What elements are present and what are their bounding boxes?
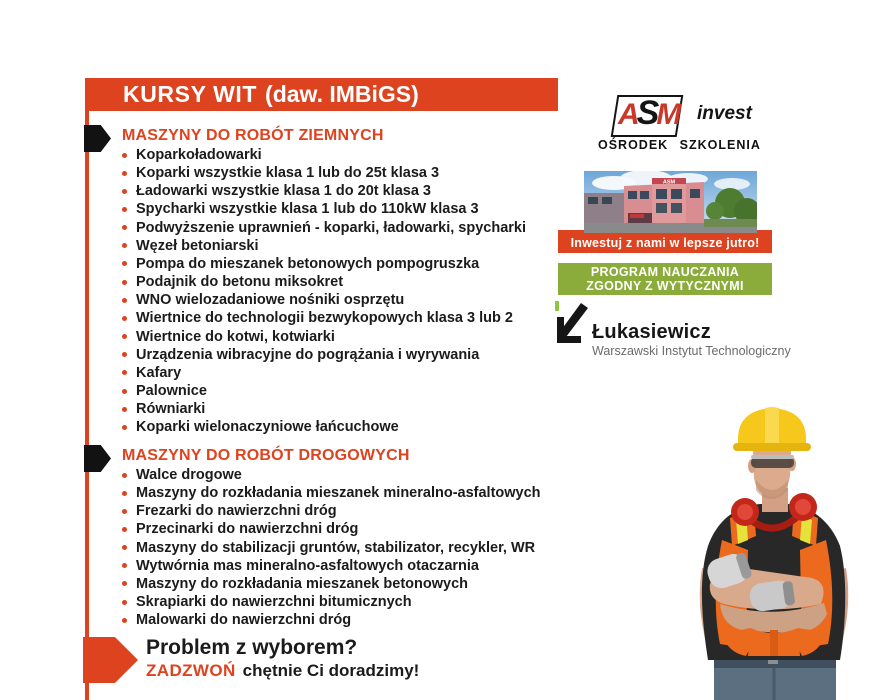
asm-logo-letters	[618, 94, 681, 133]
bullet-icon	[122, 407, 127, 412]
bullet-icon	[122, 352, 127, 357]
bullet-icon	[122, 618, 127, 623]
bullet-icon	[122, 298, 127, 303]
list-item	[120, 182, 590, 200]
building-photo-illustration	[584, 171, 757, 233]
list-item-label: Podajnik do betonu miksokret	[136, 274, 344, 291]
roadworks-course-list	[120, 466, 590, 629]
list-item	[120, 328, 590, 346]
bullet-icon	[122, 509, 127, 514]
list-item-label: Frezarki do nawierzchni dróg	[136, 503, 337, 520]
list-item	[120, 539, 590, 557]
list-item	[120, 309, 590, 327]
list-item-label: Urządzenia wibracyjne do pogrążania i wyrywania	[136, 346, 480, 363]
section-heading-earthworks: MASZYNY DO ROBÓT ZIEMNYCH	[122, 127, 384, 144]
list-item	[120, 520, 590, 538]
building-photo	[584, 171, 757, 233]
page-title: KURSY WIT	[123, 81, 258, 107]
asm-letter-a: A	[618, 98, 640, 131]
program-banner-line1: PROGRAM NAUCZANIA	[590, 265, 740, 279]
list-item	[120, 502, 590, 520]
list-item-label: Maszyny do stabilizacji gruntów, stabilizator, recykler, WR	[136, 539, 536, 556]
list-item	[120, 164, 590, 182]
list-item-label: Walce drogowe	[136, 467, 242, 483]
list-item	[120, 418, 590, 436]
list-item	[120, 200, 590, 218]
list-item-label: Koparki wszystkie klasa 1 lub do 25t klasa 3	[136, 165, 440, 182]
list-item	[120, 255, 590, 273]
list-item-label: Maszyny do rozkładania mieszanek mineralno-asfaltowych	[136, 485, 541, 502]
cta-call-label: ZADZWOŃ	[146, 661, 236, 680]
cta-arrow-icon	[83, 637, 138, 683]
section-arrow-icon	[84, 125, 111, 152]
lukasiewicz-subtitle: Warszawski Instytut Technologiczny	[592, 344, 791, 358]
list-item	[120, 611, 590, 629]
list-item	[120, 273, 590, 291]
list-item-label: Malowarki do nawierzchni dróg	[136, 612, 352, 629]
bullet-icon	[122, 389, 127, 394]
page-title-suffix: (daw. IMBiGS)	[265, 81, 419, 107]
bullet-icon	[122, 600, 127, 605]
asm-letter-s: S	[636, 94, 660, 132]
list-item-label: Maszyny do rozkładania mieszanek betonowych	[136, 575, 468, 592]
list-item	[120, 400, 590, 418]
bullet-icon	[122, 491, 127, 496]
worker-photo	[650, 400, 871, 700]
section-heading-roadworks: MASZYNY DO ROBÓT DROGOWYCH	[122, 447, 410, 464]
list-item	[120, 466, 590, 484]
list-item	[120, 346, 590, 364]
bullet-icon	[122, 316, 127, 321]
asm-invest-logo	[600, 92, 760, 142]
list-item-label: Podwyższenie uprawnień - koparki, ładowarki, spycharki	[136, 219, 527, 236]
bullet-icon	[122, 581, 127, 586]
list-item-label: Skrapiarki do nawierzchni bitumicznych	[136, 594, 412, 611]
list-item-label: Równiarki	[136, 401, 206, 418]
list-item	[120, 593, 590, 611]
list-item	[120, 237, 590, 255]
bullet-icon	[122, 153, 127, 158]
list-item	[120, 557, 590, 575]
list-item	[120, 484, 590, 502]
list-item-label: Kafary	[136, 364, 182, 381]
list-item	[120, 219, 590, 237]
asm-logo-invest: invest	[697, 103, 752, 124]
list-item	[120, 364, 590, 382]
list-item	[120, 575, 590, 593]
bullet-icon	[122, 225, 127, 230]
list-item-label: Koparkoładowarki	[136, 147, 262, 163]
list-item-label: Pompa do mieszanek betonowych pompogruszka	[136, 255, 480, 272]
list-item	[120, 291, 590, 309]
list-item-label: Węzeł betoniarski	[136, 237, 259, 254]
list-item	[120, 146, 590, 164]
bullet-icon	[122, 473, 127, 478]
investment-slogan-text: Inwestuj z nami w lepsze jutro!	[570, 236, 760, 250]
bullet-icon	[122, 207, 127, 212]
program-banner	[558, 263, 772, 295]
cta-question: Problem z wyborem?	[146, 636, 358, 659]
list-item-label: Spycharki wszystkie klasa 1 lub do 110kW klasa 3	[136, 201, 479, 218]
bullet-icon	[122, 280, 127, 285]
header-banner	[85, 78, 558, 111]
bullet-icon	[122, 563, 127, 568]
investment-slogan-banner	[558, 230, 772, 253]
earthworks-course-list	[120, 146, 590, 437]
list-item-label: WNO wielozadaniowe nośniki osprzętu	[136, 292, 405, 309]
list-item-label: Wiertnice do technologii bezwykopowych klasa 3 lub 2	[136, 310, 513, 327]
bullet-icon	[122, 171, 127, 176]
bullet-icon	[122, 261, 127, 266]
bullet-icon	[122, 334, 127, 339]
cta-rest-label: chętnie Ci doradzimy!	[242, 661, 420, 680]
list-item-label: Wiertnice do kotwi, kotwiarki	[136, 328, 335, 345]
bullet-icon	[122, 243, 127, 248]
bullet-icon	[122, 189, 127, 194]
list-item-label: Koparki wielonaczyniowe łańcuchowe	[136, 419, 399, 436]
cta-line	[146, 661, 419, 681]
program-banner-line2: ZGODNY Z WYTYCZNYMI	[586, 279, 744, 293]
bullet-icon	[122, 527, 127, 532]
list-item-label: Palownice	[136, 383, 207, 400]
list-item-label: Ładowarki wszystkie klasa 1 do 20t klasa 3	[136, 183, 431, 200]
lukasiewicz-logo-icon	[548, 297, 590, 349]
lukasiewicz-name: Łukasiewicz	[592, 321, 711, 343]
left-accent-rail	[85, 78, 89, 700]
asm-letter-m: M	[656, 98, 682, 131]
list-item	[120, 382, 590, 400]
bullet-icon	[122, 425, 127, 430]
training-center-label: OŚRODEK SZKOLENIA	[598, 138, 761, 152]
list-item-label: Przecinarki do nawierzchni dróg	[136, 521, 359, 538]
list-item-label: Wytwórnia mas mineralno-asfaltowych otaczarnia	[136, 557, 479, 574]
bullet-icon	[122, 370, 127, 375]
section-arrow-icon	[84, 445, 111, 472]
svg-text:ASM: ASM	[662, 179, 676, 186]
bullet-icon	[122, 545, 127, 550]
